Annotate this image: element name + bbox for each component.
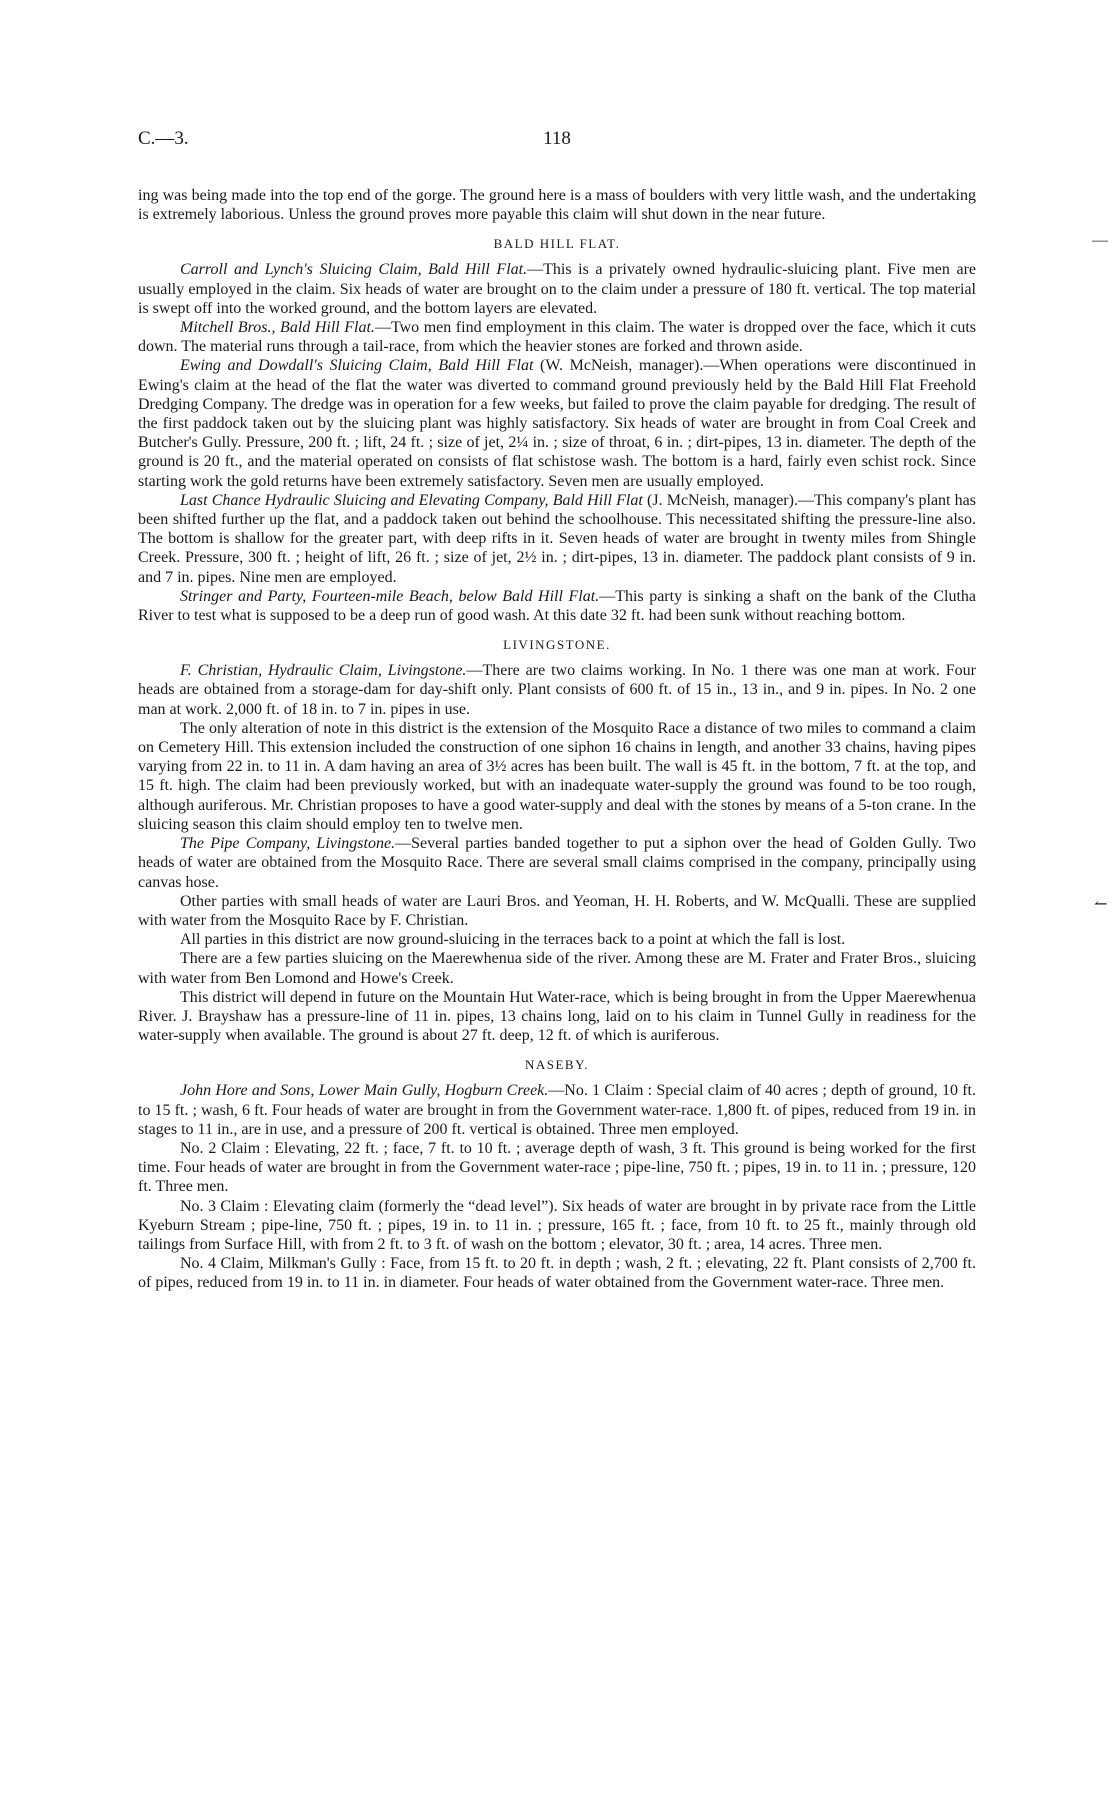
paragraph: [138, 1254, 976, 1292]
paragraph-text: —Two men find employment in this claim. The water is dropped over the face, which it cuts down. The material runs through a tail-race, from which the heavier stones are forked and thrown aside.: [138, 319, 976, 356]
paragraph-text: The only alteration of note in this district is the extension of the Mosquito Race a distance of two miles to command a claim on Cemetery Hill. This extension included the construction of one siphon 16 chains in length, and another 33 chains, having pipes varying from 22 in. to 11 in. A dam having an area of 3½ acres has been built. The wall is 45 ft. in the bottom, 7 ft. at the top, and 15 ft. high. The claim had been previously worked, but with an inadequate water-supply the ground was found to be too rough, although auriferous. Mr. Christian proposes to have a good water-supply and deal with the stones by means of a 5-ton crane. In the sluicing season this claim should employ ten to twelve men.: [138, 719, 976, 833]
paragraph: [138, 719, 976, 834]
section-heading: NASEBY.: [524, 1057, 590, 1073]
page-body: [138, 186, 976, 1293]
paragraph-text: No. 4 Claim, Milkman's Gully : Face, from 15 ft. to 20 ft. in depth ; wash, 2 ft. ; elevating, 22 ft. Plant consists of 2,700 ft. of pipes, reduced from 19 in. to 11 in. in diameter. Four heads of water obtained from the Government water-race. Three men.: [138, 1255, 976, 1292]
paragraph-text: No. 3 Claim : Elevating claim (formerly the “dead level”). Six heads of water are brought in by private race from the Little Kyeburn Stream ; pipe-line, 750 ft. ; pipes, 19 in. to 11 in. ; pressure, 165 ft. ; face, from 10 ft. to 25 ft., mainly through old tailings from Surface Hill, with from 2 ft. to 3 ft. of wash on the bottom ; elevator, 30 ft. ; area, 14 acres. Three men.: [138, 1197, 976, 1253]
paragraph-text: All parties in this district are now ground-sluicing in the terraces back to a point at which the fall is lost.: [180, 931, 846, 949]
paragraph-text: (J. McNeish, manager).—This company's plant has been shifted further up the flat, and a paddock taken out behind the schoolhouse. This necessitated shifting the pressure-line also. The bottom is shallow for the greater part, with deep rifts in it. Seven heads of water are brought in twenty miles from Shingle Creek. Pressure, 300 ft. ; height of lift, 26 ft. ; size of jet, 2½ in. ; dirt-pipes, 13 in. diameter. The paddock plant consists of 9 in. and 7 in. pipes. Nine men are employed.: [138, 491, 976, 586]
paragraph: [138, 1197, 976, 1255]
paragraph: [138, 1081, 976, 1139]
paragraph: [138, 988, 976, 1046]
paragraph-text: —Several parties banded together to put a siphon over the head of Golden Gully. Two heads of water are obtained from the Mosquito Race. There are several small claims comprised in the company, principally using canvas hose.: [138, 835, 976, 891]
paragraph-lead: The Pipe Company, Livingstone.: [180, 835, 396, 853]
margin-mark-dash: —: [1092, 232, 1108, 249]
paragraph-text: —No. 1 Claim : Special claim of 40 acres ; depth of ground, 10 ft. to 15 ft. ; wash, 6 ft. Four heads of water are brought in from the Government water-race. 1,800 ft. of pipes, reduced from 19 in. in stages to 11 in., are in use, and a pressure of 200 ft. vertical is obtained. Three men employed.: [138, 1082, 977, 1138]
paragraph-lead: Last Chance Hydraulic Sluicing and Elevating Company, Bald Hill Flat: [180, 491, 643, 509]
paragraph-text: Other parties with small heads of water are Lauri Bros. and Yeoman, H. H. Roberts, and W. McQualli. These are supplied with water from the Mosquito Race by F. Christian.: [138, 892, 976, 929]
paragraph: [138, 260, 976, 318]
intro-paragraph: ing was being made into the top end of the gorge. The ground here is a mass of boulders with very little wash, and the undertaking is extremely laborious. Unless the ground proves more payable this claim will shut down in the near future.: [138, 187, 976, 224]
paragraph-text: This district will depend in future on the Mountain Hut Water-race, which is being brought in from the Upper Maerewhenua River. J. Brayshaw has a pressure-line of 11 in. pipes, 13 chains long, laid on to his claim in Tunnel Gully in readiness for the water-supply when available. The ground is about 27 ft. deep, 12 ft. of which is auriferous.: [138, 988, 976, 1045]
paragraph: [138, 834, 976, 892]
section-heading: LIVINGSTONE.: [503, 637, 611, 653]
page-header: [138, 128, 976, 158]
paragraph-lead: Ewing and Dowdall's Sluicing Claim, Bald Hill Flat: [180, 357, 534, 375]
paragraph-lead: F. Christian, Hydraulic Claim, Livingstone.: [180, 662, 467, 680]
paragraph: [138, 318, 976, 356]
paragraph: [138, 1139, 976, 1197]
paragraph: [138, 661, 976, 719]
paragraph-text: There are a few parties sluicing on the Maerewhenua side of the river. Among these are M. Frater and Frater Bros., sluicing with water from Ben Lomond and Howe's Creek.: [138, 950, 976, 987]
page-number: 118: [543, 128, 571, 149]
paragraph: [138, 356, 976, 490]
paragraph-text: —This party is sinking a shaft on the bank of the Clutha River to test what is supposed to be a deep run of good wash. At this date 32 ft. had been sunk without reaching bottom.: [138, 587, 976, 625]
paragraph-text: —This is a privately owned hydraulic-sluicing plant. Five men are usually employed in the claim. Six heads of water are brought on to the claim under a pressure of 180 ft. vertical. The top material is swept off into the worked ground, and the bottom layers are elevated.: [138, 261, 976, 317]
paragraph-text: —There are two claims working. In No. 1 there was one man at work. Four heads are obtained from a storage-dam for day-shift only. Plant consists of 600 ft. of 15 in., 13 in., and 9 in. pipes. In No. 2 one man at work. 2,000 ft. of 18 in. to 7 in. pipes in use.: [138, 662, 977, 718]
paragraph-lead: Carroll and Lynch's Sluicing Claim, Bald Hill Flat.: [180, 261, 528, 279]
paragraph: [138, 930, 976, 949]
paragraph-lead: Stringer and Party, Fourteen-mile Beach, below Bald Hill Flat.: [180, 587, 600, 605]
section-heading: BALD HILL FLAT.: [493, 236, 621, 252]
paragraph-lead: Mitchell Bros., Bald Hill Flat.: [180, 319, 375, 337]
paragraph: [138, 491, 976, 587]
report-series: C.—3.: [138, 128, 189, 149]
margin-mark-hook: ↼: [1094, 896, 1108, 913]
paragraph-lead: John Hore and Sons, Lower Main Gully, Hogburn Creek.: [180, 1082, 549, 1100]
paragraph-text: No. 2 Claim : Elevating, 22 ft. ; face, 7 ft. to 10 ft. ; average depth of wash, 3 ft. This ground is being worked for the first time. Four heads of water are brought in from the Government water-race ; pipe-line, 750 ft. ; pipes, 19 in. to 11 in. ; pressure, 120 ft. Three men.: [138, 1139, 976, 1196]
paragraph: [138, 587, 976, 625]
paragraph: [138, 949, 976, 987]
paragraph: [138, 892, 976, 930]
paragraph-text: (W. McNeish, manager).—When operations were discontinued in Ewing's claim at the head of the flat the water was diverted to command ground previously held by the Bald Hill Flat Freehold Dredging Company. The dredge was in operation for a few weeks, but failed to prove the claim payable for dredging. The result of the first paddock taken out by the sluicing plant was highly satisfactory. Six heads of water are brought in from Coal Creek and Butcher's Gully. Pressure, 200 ft. ; lift, 24 ft. ; size of jet, 2¼ in. ; size of throat, 6 in. ; dirt-pipes, 13 in. diameter. The depth of the ground is 20 ft., and the material operated on consists of flat schistose wash. The bottom is a hard, fairly even schist rock. Since starting work the gold returns have been extremely satisfactory. Seven men are usually employed.: [138, 357, 977, 490]
